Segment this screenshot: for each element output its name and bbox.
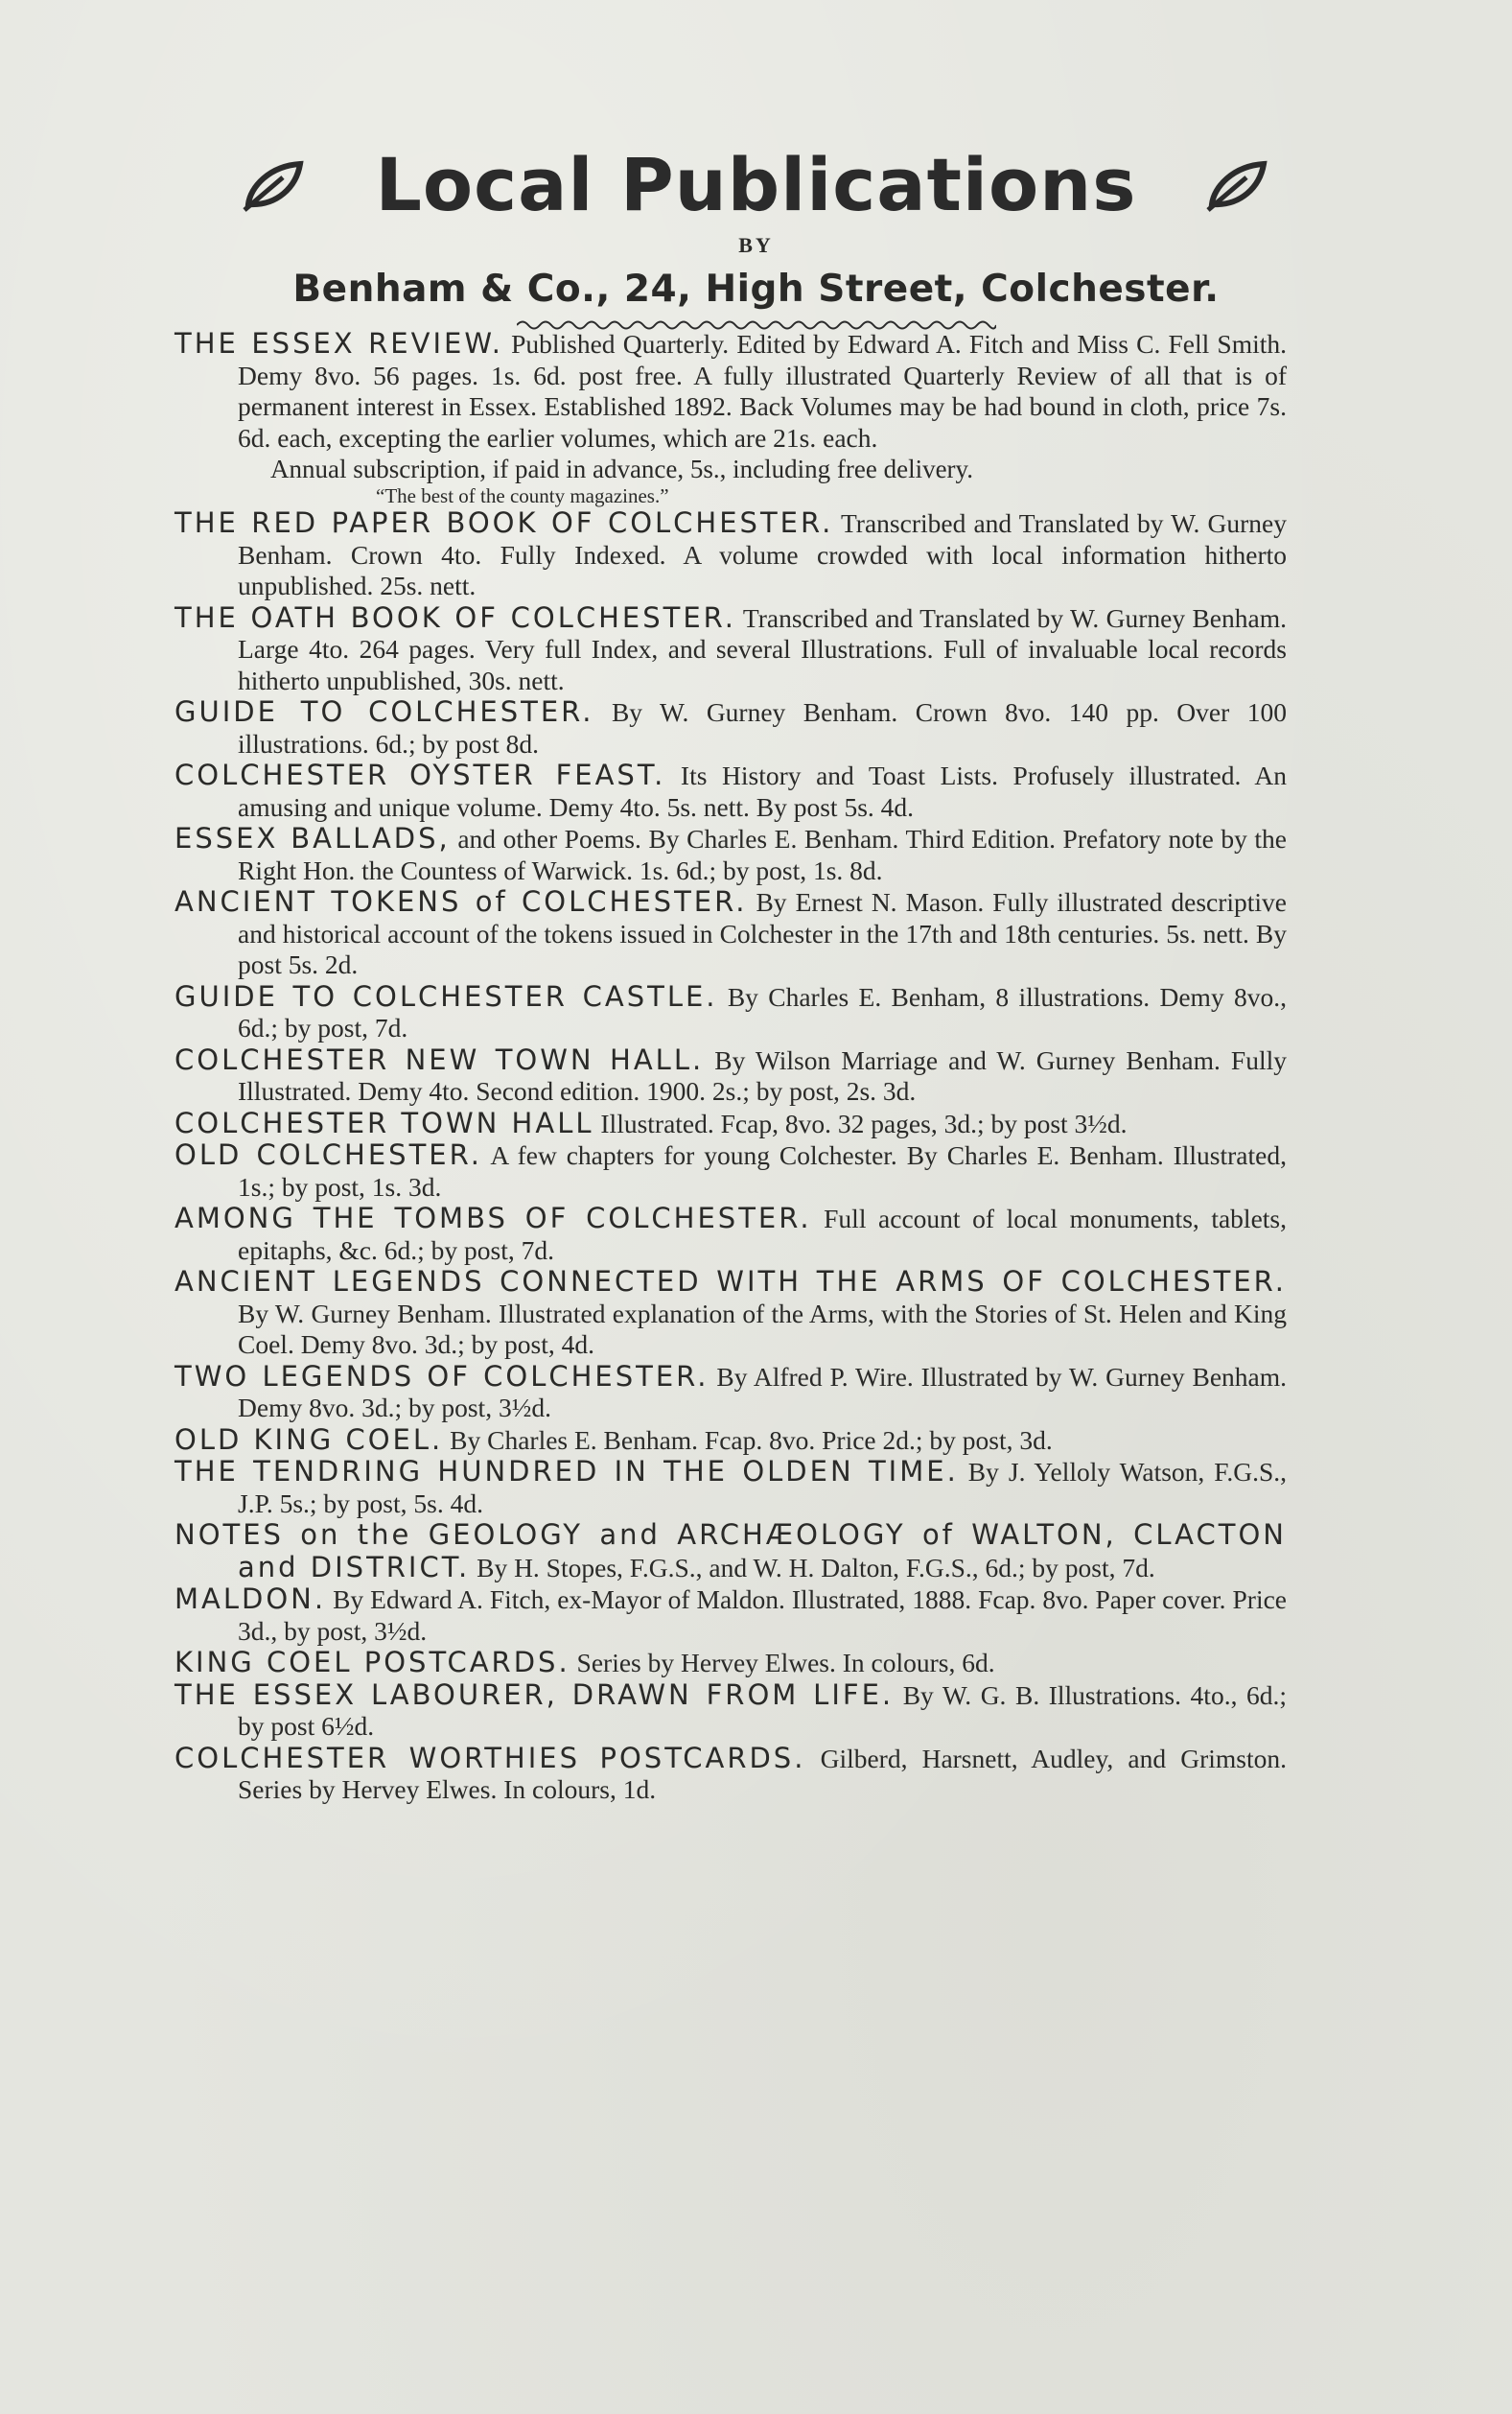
list-item (174, 886, 1287, 981)
entry-text: By Edward A. Fitch, ex-Mayor of Maldon. Illustrated, 1888. Fcap. 8vo. Paper cover. Price 3d., by post, 3½d. (238, 1584, 1287, 1646)
list-item (174, 1456, 1287, 1519)
publisher-line: Benham & Co., 24, High Street, Colchester. (292, 268, 1220, 311)
list-item (174, 1203, 1287, 1266)
entry-heading: THE TENDRING HUNDRED IN THE OLDEN TIME. (174, 1455, 959, 1488)
entry-heading: TWO LEGENDS OF COLCHESTER. (174, 1359, 709, 1393)
list-item (174, 696, 1287, 760)
entry-heading: THE ESSEX REVIEW. (174, 327, 503, 360)
list-item (174, 1424, 1287, 1457)
entry-heading: MALDON. (174, 1582, 327, 1615)
entry-text: By H. Stopes, F.G.S., and W. H. Dalton, F.G.S., 6d.; by post, 7d. (477, 1552, 1155, 1582)
entry-heading: THE ESSEX LABOURER, DRAWN FROM LIFE. (174, 1677, 895, 1711)
entry-text: By J. Yelloly Watson, F.G.S., J.P. 5s.; by post, 5s. 4d. (238, 1457, 1288, 1518)
entry-text: A few chapters for young Colchester. By Charles E. Benham. Illustrated, 1s.; by post, 1s. 3d. (238, 1140, 1287, 1202)
header (0, 142, 1512, 332)
by-line: BY (738, 233, 774, 257)
entry-heading: COLCHESTER OYSTER FEAST. (174, 759, 666, 791)
entry-heading: OLD KING COEL. (174, 1422, 444, 1456)
list-item (174, 602, 1287, 697)
entry-heading: KING COEL POSTCARDS. (174, 1646, 570, 1678)
leaf-ornament-icon (1204, 158, 1271, 212)
entry-text: By Alfred P. Wire. Illustrated by W. Gurney Benham. Demy 8vo. 3d.; by post, 3½d. (238, 1361, 1287, 1422)
entry-text: By Charles E. Benham, 8 illustrations. Demy 8vo., 6d.; by post, 7d. (238, 981, 1288, 1043)
list-item (174, 823, 1287, 886)
entry-heading: GUIDE TO COLCHESTER CASTLE. (174, 979, 718, 1013)
list-item (174, 981, 1287, 1044)
list-item (174, 1044, 1287, 1108)
entry-text: By W. Gurney Benham. Illustrated explanation of the Arms, with the Stories of St. Helen and King Coel. Demy 8vo. 3d.; by post, 4d. (238, 1298, 1287, 1359)
entry-text: Full account of local monuments, tablets, epitaphs, &c. 6d.; by post, 7d. (238, 1204, 1287, 1265)
entry-heading: COLCHESTER TOWN HALL (174, 1106, 594, 1139)
entry-text: Transcribed and Translated by W. Gurney Benham. Crown 4to. Fully Indexed. A volume crowded with local information hitherto unpublished. 25s. nett. (238, 508, 1287, 600)
list-item (174, 1743, 1287, 1806)
entry-heading: NOTES on the GEOLOGY and ARCHÆOLOGY of WALTON, CLACTON and DISTRICT. (174, 1518, 1287, 1583)
entry-text: Gilberd, Harsnett, Audley, and Grimston. Series by Hervey Elwes. In colours, 1d. (238, 1743, 1288, 1804)
entry-text: Transcribed and Translated by W. Gurney Benham. Large 4to. 264 pages. Very full Index, and several Illustrations. Full of invaluable local records hitherto unpublished, 30s. nett. (238, 602, 1287, 695)
list-item (174, 1108, 1287, 1140)
list-item (174, 1583, 1287, 1647)
entry-text: Published Quarterly. Edited by Edward A. Fitch and Miss C. Fell Smith. Demy 8vo. 56 pages. 1s. 6d. post free. A fully illustrated Quarterly Review of all that is of permanent interest in Essex. Established 1892. Back Volumes may be had bound in cloth, price 7s. 6d. each, excepting the earlier volumes, which are 21s. each. (238, 329, 1287, 453)
entry-heading: GUIDE TO COLCHESTER. (174, 695, 594, 728)
entry-heading: ANCIENT LEGENDS CONNECTED WITH THE ARMS OF COLCHESTER. (174, 1265, 1287, 1298)
entry-text: Its History and Toast Lists. Profusely illustrated. An amusing and unique volume. Demy 4to. 5s. nett. By post 5s. 4d. (238, 761, 1288, 822)
list-item (174, 1266, 1287, 1361)
entry-text: By W. G. B. Illustrations. 4to., 6d.; by post 6½d. (238, 1679, 1288, 1741)
review-quote: “The best of the county magazines.” (376, 484, 669, 507)
list-item (174, 760, 1287, 823)
list-item (174, 1647, 1287, 1679)
entry-heading: ANCIENT TOKENS of COLCHESTER. (174, 885, 748, 918)
entry-text: and other Poems. By Charles E. Benham. Third Edition. Prefatory note by the Right Hon. the Countess of Warwick. 1s. 6d.; by post, 1s. 8d. (238, 824, 1288, 885)
entry-heading: THE RED PAPER BOOK OF COLCHESTER. (174, 506, 834, 539)
list-item (174, 507, 1287, 602)
entry-heading: OLD COLCHESTER. (174, 1138, 482, 1171)
page-title: Local Publications (375, 142, 1137, 227)
publication-list (174, 328, 1287, 1806)
entry-heading: AMONG THE TOMBS OF COLCHESTER. (174, 1202, 812, 1234)
entry-text: Illustrated. Fcap, 8vo. 32 pages, 3d.; by post 3½d. (600, 1108, 1128, 1138)
entry-text: By Charles E. Benham. Fcap. 8vo. Price 2d.; by post, 3d. (450, 1424, 1053, 1455)
list-item (174, 1679, 1287, 1743)
title-row (0, 142, 1512, 227)
list-item (174, 1519, 1287, 1583)
leaf-ornament-icon (241, 158, 308, 212)
entry-heading: ESSEX BALLADS, (174, 822, 451, 855)
subscription-note: Annual subscription, if paid in advance, 5s., including free delivery. (270, 455, 974, 483)
list-item (174, 328, 1287, 454)
entry-text: By Ernest N. Mason. Fully illustrated descriptive and historical account of the tokens issued in Colchester in the 17th and 18th centuries. 5s. nett. By post 5s. 2d. (238, 887, 1288, 979)
list-item (174, 1139, 1287, 1203)
entry-text: By Wilson Marriage and W. Gurney Benham. Fully Illustrated. Demy 4to. Second edition. 1900. 2s.; by post, 2s. 3d. (238, 1044, 1287, 1106)
entry-text: By W. Gurney Benham. Crown 8vo. 140 pp. Over 100 illustrations. 6d.; by post 8d. (238, 697, 1287, 759)
entry-text: Series by Hervey Elwes. In colours, 6d. (576, 1648, 995, 1677)
entry-heading: COLCHESTER NEW TOWN HALL. (174, 1043, 705, 1076)
entry-heading: THE OATH BOOK OF COLCHESTER. (174, 600, 737, 634)
list-item (174, 1361, 1287, 1424)
entry-heading: COLCHESTER WORTHIES POSTCARDS. (174, 1741, 806, 1774)
